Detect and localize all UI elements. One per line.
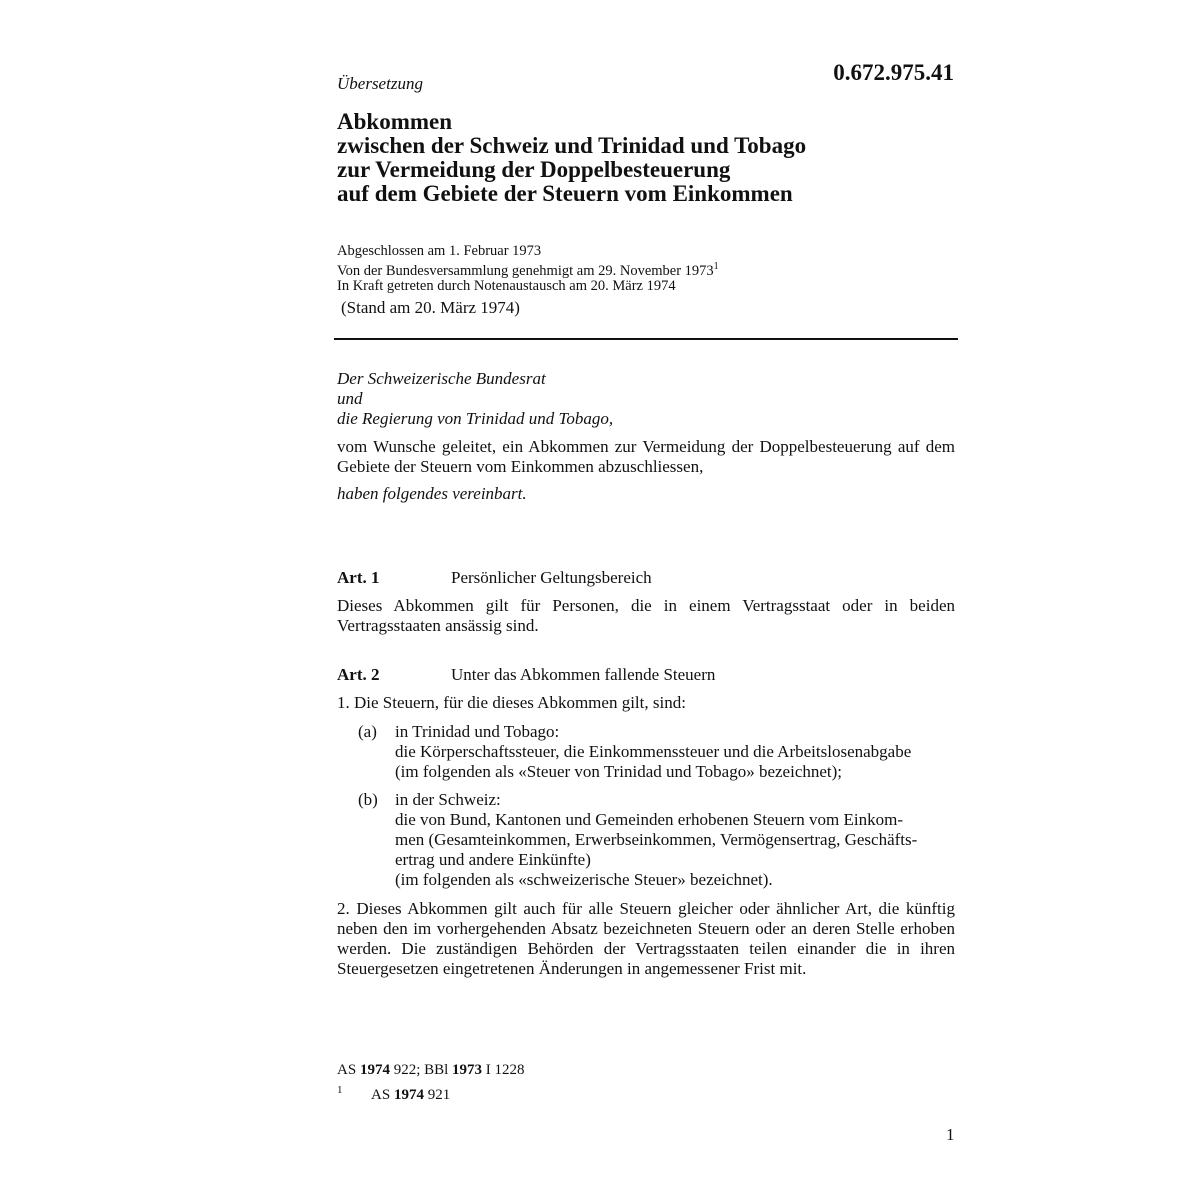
- list-item-line: die Körperschaftssteuer, die Einkommenssteuer und die Arbeitslosenabgabe: [395, 742, 912, 761]
- sr-number: 0.672.975.41: [833, 60, 954, 85]
- source-reference: [337, 1060, 525, 1080]
- list-item: [395, 722, 911, 782]
- ref-year: 1974: [359, 1062, 390, 1078]
- approval-date: [337, 259, 719, 279]
- list-item-label: (a): [358, 722, 377, 741]
- approval-text: Von der Bundesversammlung genehmigt am 29. November 1973: [337, 262, 714, 279]
- title-line: auf dem Gebiete der Steuern vom Einkommen: [337, 181, 793, 206]
- list-item-line: men (Gesamteinkommen, Erwerbseinkommen, Vermögensertrag, Geschäfts-: [395, 830, 918, 849]
- article-text: Dieses Abkommen gilt für Personen, die in einem Vertragsstaat oder in beiden Vertragsstaaten ansässig sind.: [337, 596, 955, 635]
- preamble-party-2: die Regierung von Trinidad und Tobago,: [337, 409, 614, 428]
- title-line: zur Vermeidung der Doppelbesteuerung: [337, 157, 731, 182]
- ref-text: AS: [371, 1087, 394, 1103]
- ref-text: 922; BBl: [389, 1062, 453, 1078]
- document-title: [337, 110, 806, 206]
- article-paragraph: 1. Die Steuern, für die dieses Abkommen gilt, sind:: [337, 693, 686, 712]
- list-item: [395, 790, 917, 890]
- list-item-label: (b): [358, 790, 378, 809]
- status-date: (Stand am 20. März 1974): [341, 298, 520, 317]
- translation-label: Übersetzung: [337, 74, 423, 93]
- article-paragraph: 2. Dieses Abkommen gilt auch für alle Steuern gleicher oder ähnlicher Art, die künftig neben den im vorhergehenden Absatz bezeichneten Steuern oder an deren Stelle erhoben werden. Die zuständigen Behörden der Vertragsstaaten teilen einander die in ihren Steuergesetzen eingetretenen Änderungen in angemessener Frist mit.: [337, 899, 955, 978]
- ref-year: 1974: [393, 1087, 424, 1103]
- list-item-line: (im folgenden als «schweizerische Steuer» bezeichnet).: [395, 870, 773, 889]
- article-title: Persönlicher Geltungsbereich: [451, 568, 652, 587]
- ref-text: I 1228: [482, 1062, 525, 1078]
- preamble-party-1: Der Schweizerische Bundesrat: [337, 369, 546, 388]
- preamble-agreed: haben folgendes vereinbart.: [337, 484, 527, 503]
- article-number: Art. 2: [337, 665, 380, 684]
- ref-text: AS: [337, 1062, 360, 1078]
- footnote-ref: 1: [713, 261, 719, 272]
- ref-year: 1973: [452, 1062, 483, 1078]
- divider: [334, 338, 958, 340]
- list-item-line: ertrag und andere Einkünfte): [395, 850, 591, 869]
- list-item-line: die von Bund, Kantonen und Gemeinden erhobenen Steuern vom Einkom-: [395, 810, 903, 829]
- ref-text: 921: [423, 1087, 451, 1103]
- preamble-and: und: [337, 389, 363, 408]
- title-line: zwischen der Schweiz und Trinidad und Tobago: [337, 133, 807, 158]
- preamble-intent: vom Wunsche geleitet, ein Abkommen zur Vermeidung der Doppelbesteuerung auf dem Gebiete der Steuern vom Einkommen abzuschliessen,: [337, 437, 955, 476]
- title-line: Abkommen: [337, 109, 453, 134]
- in-force-date: In Kraft getreten durch Notenaustausch am 20. März 1974: [337, 277, 676, 294]
- article-heading: [337, 568, 652, 588]
- concluded-date: Abgeschlossen am 1. Februar 1973: [337, 243, 542, 259]
- article-number: Art. 1: [337, 568, 380, 587]
- page-number: 1: [946, 1125, 955, 1144]
- footnote-marker: 1: [337, 1084, 343, 1096]
- list-item-line: in Trinidad und Tobago:: [395, 722, 560, 741]
- list-item-line: (im folgenden als «Steuer von Trinidad und Tobago» bezeichnet);: [395, 762, 843, 781]
- footnotes: [337, 1060, 525, 1105]
- list-item-line: in der Schweiz:: [395, 790, 501, 809]
- article-title: Unter das Abkommen fallende Steuern: [451, 665, 716, 684]
- footnote: [337, 1080, 525, 1105]
- document-metadata: [337, 244, 719, 294]
- article-heading: [337, 665, 715, 685]
